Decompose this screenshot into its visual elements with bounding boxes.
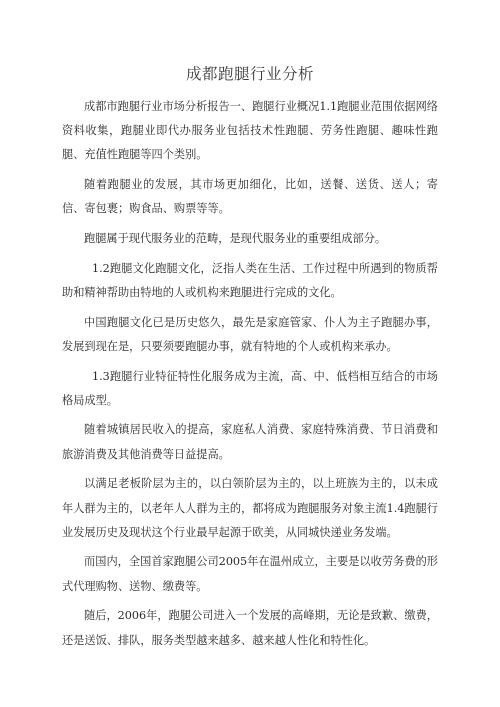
paragraph: 随后，2006年，跑腿公司进入一个发展的高峰期，无论是致歉、缴费，还是送饭、排队，服务类型越来越多、越来越人性化和特性化。: [62, 609, 438, 647]
paragraph: 随着城镇居民收入的提高，家庭私人消费、家庭特殊消费、节日消费和旅游消费及其他消费等日益提高。: [62, 423, 438, 461]
paragraph: 以满足老板阶层为主的，以白领阶层为主的，以上班族为主的，以未成年人群为主的，以老年人人群为主的，都将成为跑腿服务对象主流1.4跑腿行业发展历史及现状这个行业最早起源于欧美，从同城快递业务发端。: [62, 477, 438, 539]
document-body: [62, 95, 438, 658]
paragraph: 中国跑腿文化已是历史悠久，最先是家庭管家、仆人为主子跑腿办事，发展到现在是，只要须要跑腿办事，就有特地的个人或机构来承办。: [62, 315, 438, 353]
paragraph: 而国内，全国首家跑腿公司2005年在温州成立，主要是以收劳务费的形式代理购物、送物、缴费等。: [62, 555, 438, 593]
paragraph: 跑腿属于现代服务业的范畴，是现代服务业的重要组成部分。: [84, 232, 387, 246]
paragraph: 1.2跑腿文化跑腿文化，泛指人类在生活、工作过程中所遇到的物质帮助和精神帮助由特地的人或机构来跑腿进行完成的文化。: [62, 261, 438, 299]
paragraph: 随着跑腿业的发展，其市场更加细化，比如，送餐、送货、送人；寄信、寄包裹；购食品、购票等等。: [62, 178, 438, 216]
paragraph: 成都市跑腿行业市场分析报告一、跑腿行业概况1.1跑腿业范围依据网络资料收集，跑腿业即代办服务业包括技术性跑腿、劳务性跑腿、趣味性跑腿、充值性跑腿等四个类别。: [62, 100, 438, 162]
document-title: 成都跑腿行业分析: [185, 65, 314, 83]
paragraph: 1.3跑腿行业特征特性化服务成为主流，高、中、低档相互结合的市场格局成型。: [62, 369, 438, 407]
